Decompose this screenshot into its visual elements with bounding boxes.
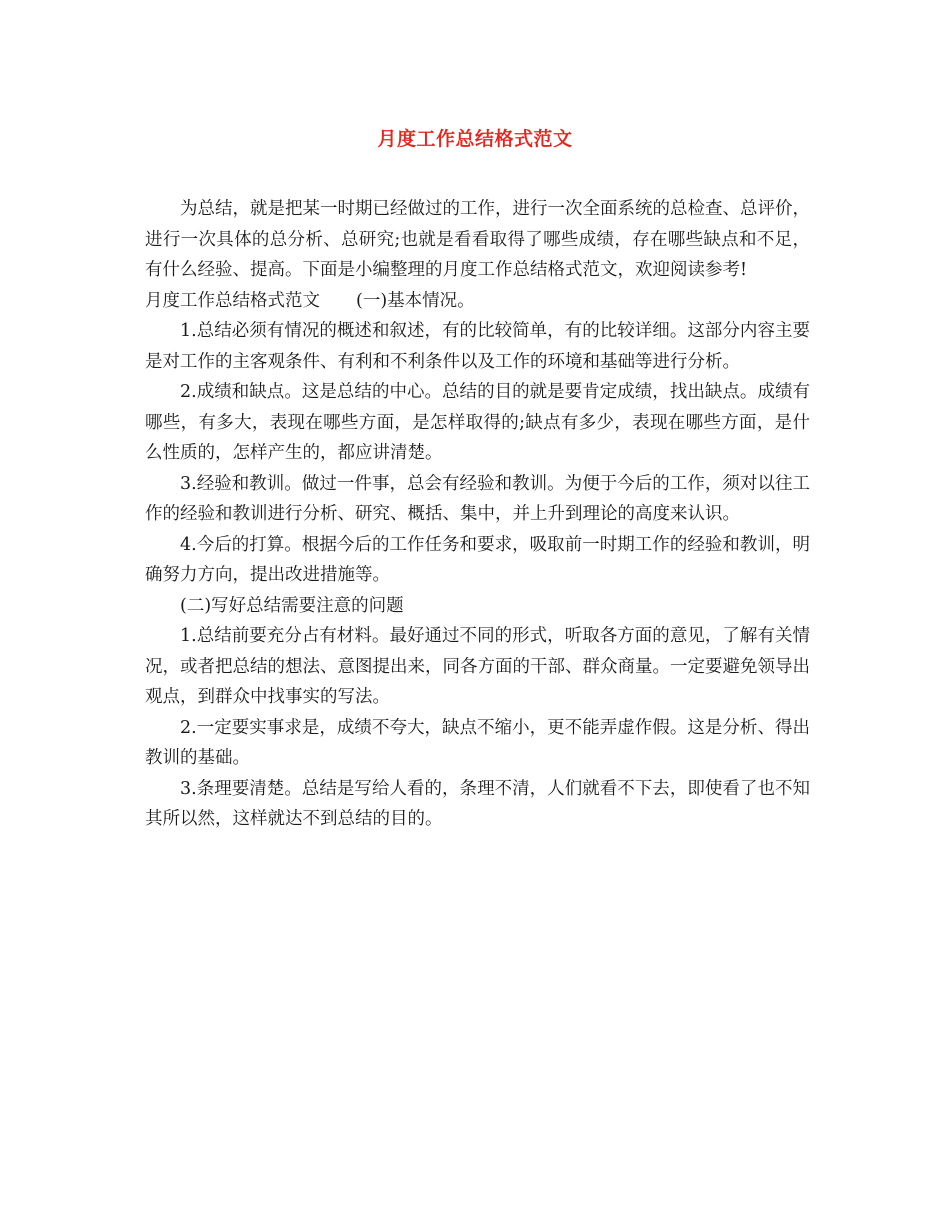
document-body	[145, 194, 810, 835]
section1-heading: (一)基本情况。	[356, 290, 475, 311]
section1-item-3: 3.经验和教训。做过一件事，总会有经验和教训。为便于今后的工作，须对以往工作的经验和教训进行分析、研究、概括、集中，并上升到理论的高度来认识。	[145, 473, 810, 524]
section-label: 月度工作总结格式范文	[145, 290, 320, 311]
section2-item-1: 1.总结前要充分占有材料。最好通过不同的形式，听取各方面的意见，了解有关情况，或者把总结的想法、意图提出来，同各方面的干部、群众商量。一定要避免领导出观点，到群众中找事实的写法。	[145, 626, 810, 707]
section2-item-2: 2.一定要实事求是，成绩不夸大，缺点不缩小，更不能弄虚作假。这是分析、得出教训的基础。	[145, 717, 810, 768]
section1-item-2: 2.成绩和缺点。这是总结的中心。总结的目的就是要肯定成绩，找出缺点。成绩有哪些，有多大，表现在哪些方面，是怎样取得的;缺点有多少，表现在哪些方面，是什么性质的，怎样产生的，都应讲清楚。	[145, 382, 810, 463]
section1-item-4: 4.今后的打算。根据今后的工作任务和要求，吸取前一时期工作的经验和教训，明确努力方向，提出改进措施等。	[145, 534, 810, 585]
section-label-line	[145, 286, 810, 317]
section2-heading: (二)写好总结需要注意的问题	[180, 595, 404, 616]
intro-paragraph: 为总结，就是把某一时期已经做过的工作，进行一次全面系统的总检查、总评价，进行一次具体的总分析、总研究;也就是看看取得了哪些成绩，存在哪些缺点和不足，有什么经验、提高。下面是小编整理的月度工作总结格式范文，欢迎阅读参考!	[145, 199, 810, 280]
section1-item-1: 1.总结必须有情况的概述和叙述，有的比较简单，有的比较详细。这部分内容主要是对工作的主客观条件、有利和不利条件以及工作的环境和基础等进行分析。	[145, 321, 810, 372]
section2-item-3: 3.条理要清楚。总结是写给人看的，条理不清，人们就看不下去，即使看了也不知其所以然，这样就达不到总结的目的。	[145, 778, 810, 829]
document-title: 月度工作总结格式范文	[377, 128, 573, 150]
